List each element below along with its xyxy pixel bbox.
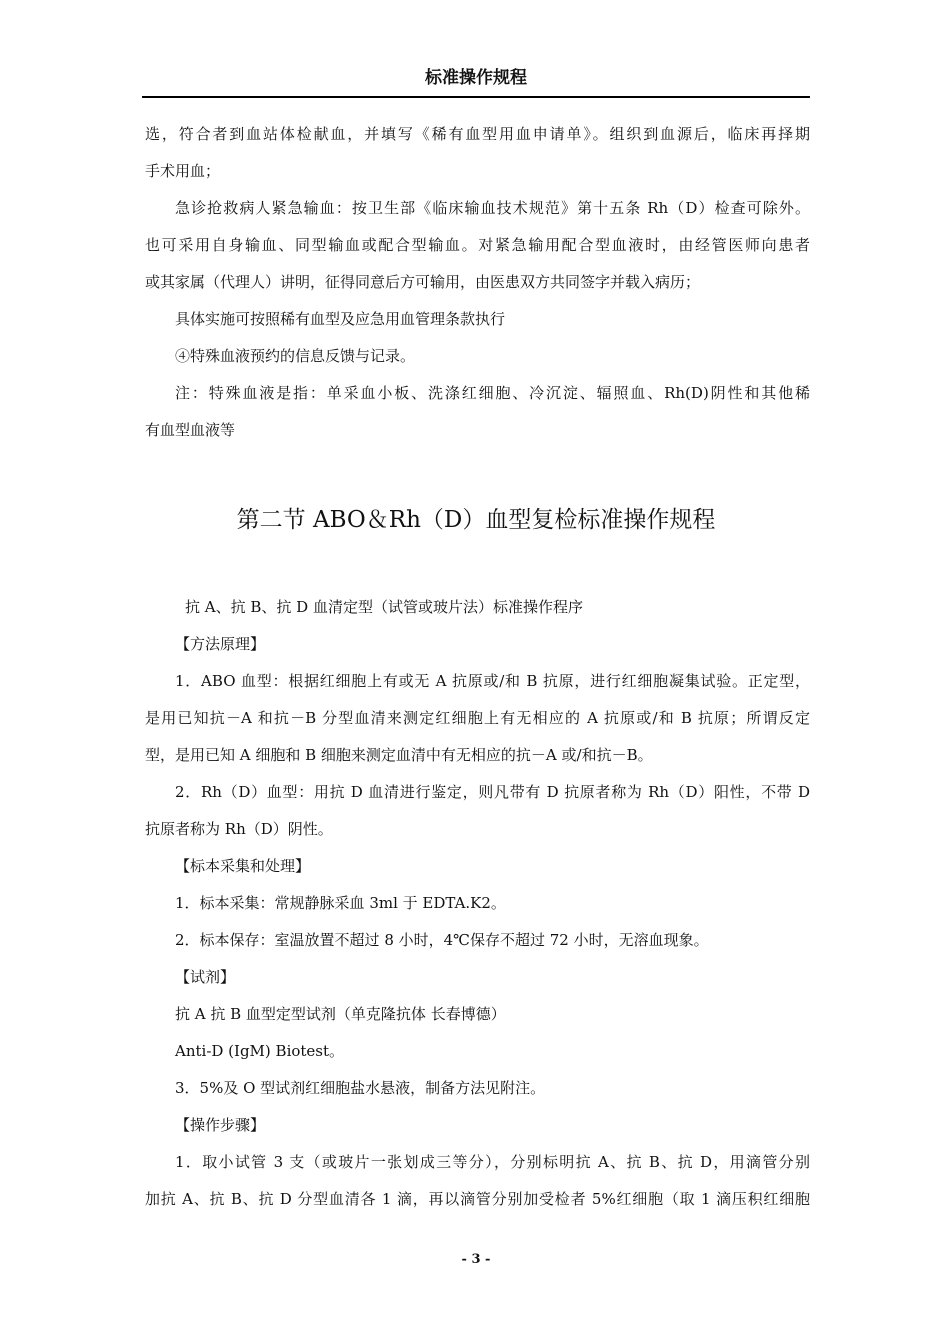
intro-line: ④特殊血液预约的信息反馈与记录。	[175, 347, 416, 365]
content-line: 1．标本采集：常规静脉采血 3ml 于 EDTA.K2。	[175, 894, 506, 912]
section-heading: 【操作步骤】	[175, 1116, 266, 1134]
intro-line: 注：特殊血液是指：单采血小板、洗涤红细胞、冷沉淀、辐照血、Rh(D)阴性和其他稀	[175, 384, 810, 402]
page-header-title: 标准操作规程	[425, 68, 527, 88]
section-heading: 【标本采集和处理】	[175, 857, 311, 875]
intro-line: 或其家属（代理人）讲明，征得同意后方可输用，由医患双方共同签字并载入病历；	[145, 273, 701, 291]
page-number: - 3 -	[461, 1252, 491, 1267]
intro-text-block	[145, 116, 810, 449]
content-line: 抗 A 抗 B 血型定型试剂（单克隆抗体 长春博德）	[175, 1005, 506, 1023]
intro-line: 急诊抢救病人紧急输血：按卫生部《临床输血技术规范》第十五条 Rh（D）检查可除外。	[175, 199, 810, 217]
content-line: 抗原者称为 Rh（D）阴性。	[145, 820, 333, 838]
content-line: 型，是用已知 A 细胞和 B 细胞来测定血清中有无相应的抗－A 或/和抗－B。	[145, 746, 653, 764]
intro-line: 有血型血液等	[145, 421, 236, 439]
intro-line: 也可采用自身输血、同型输血或配合型输血。对紧急输用配合型血液时，由经管医师向患者	[145, 236, 810, 254]
content-line: 3．5%及 O 型试剂红细胞盐水悬液，制备方法见附注。	[175, 1079, 546, 1097]
intro-line: 手术用血；	[145, 162, 221, 180]
content-line: 2．Rh（D）血型：用抗 D 血清进行鉴定，则凡带有 D 抗原者称为 Rh（D）阳性，不带 D	[175, 783, 810, 801]
content-line: 加抗 A、抗 B、抗 D 分型血清各 1 滴，再以滴管分别加受检者 5%红细胞（取 1 滴压积红细胞	[145, 1190, 810, 1208]
section-heading: 【试剂】	[175, 968, 236, 986]
section-heading: 【方法原理】	[175, 635, 266, 653]
content-line: 2．标本保存：室温放置不超过 8 小时，4℃保存不超过 72 小时，无溶血现象。	[175, 931, 709, 949]
section-title: 第二节 ABO＆Rh（D）血型复检标准操作规程	[236, 507, 716, 533]
content-line: 1．取小试管 3 支（或玻片一张划成三等分），分别标明抗 A、抗 B、抗 D，用滴管分别	[175, 1153, 810, 1171]
content-line: 1．ABO 血型：根据红细胞上有或无 A 抗原或/和 B 抗原，进行红细胞凝集试验。正定型，	[175, 672, 810, 690]
header-divider	[142, 96, 810, 98]
content-text-block	[145, 589, 810, 1218]
procedure-subtitle: 抗 A、抗 B、抗 D 血清定型（试管或玻片法）标准操作程序	[185, 598, 583, 616]
intro-line: 具体实施可按照稀有血型及应急用血管理条款执行	[175, 310, 506, 328]
content-line: 是用已知抗－A 和抗－B 分型血清来测定红细胞上有无相应的 A 抗原或/和 B 抗原；所谓反定	[145, 709, 810, 727]
content-line: Anti-D (IgM) Biotest。	[175, 1042, 345, 1060]
intro-line: 选，符合者到血站体检献血，并填写《稀有血型用血申请单》。组织到血源后，临床再择期	[145, 125, 810, 143]
